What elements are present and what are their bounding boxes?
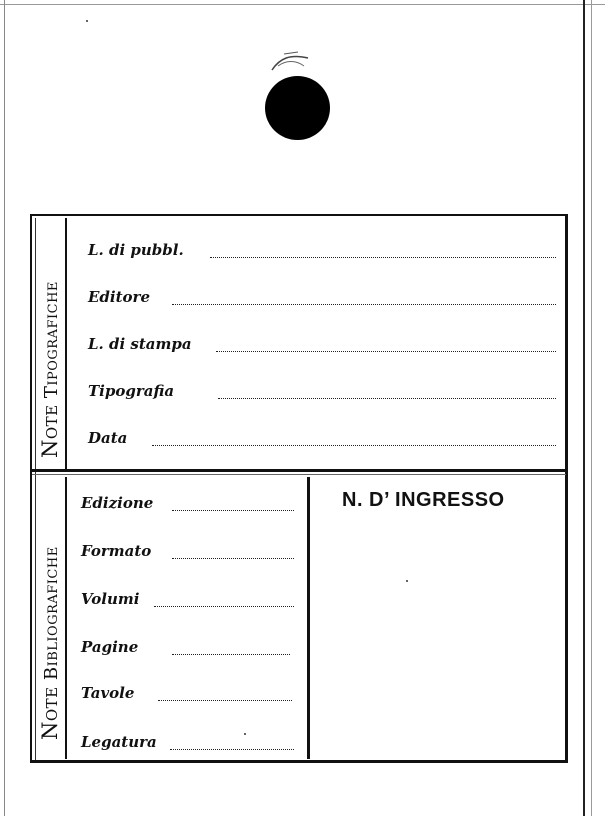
field-label-legatura: Legatura [81, 733, 157, 751]
column-divider [307, 477, 310, 759]
field-label-tipografia: Tipografia [88, 382, 175, 400]
page-right-edge [583, 0, 585, 816]
section-divider [32, 469, 566, 472]
field-line-data[interactable] [152, 445, 556, 446]
field-label-luogo-pubblicazione: L. di pubbl. [88, 241, 184, 259]
paper-speck [406, 580, 408, 582]
paper-speck [244, 733, 246, 735]
field-label-formato: Formato [81, 542, 152, 560]
field-line-pagine[interactable] [172, 654, 290, 655]
punch-hole [265, 76, 330, 140]
bibliographic-label-rule [65, 477, 67, 759]
field-line-luogo-stampa[interactable] [216, 351, 556, 352]
section-title-word-bibliografiche: Bibliografiche [41, 546, 62, 681]
field-label-edizione: Edizione [81, 494, 154, 512]
scratch-mark-icon [268, 48, 314, 74]
section-title-word-tipografiche: Tipografiche [41, 281, 62, 399]
field-label-luogo-stampa: L. di stampa [88, 335, 192, 353]
field-line-formato[interactable] [172, 558, 294, 559]
field-line-editore[interactable] [172, 304, 556, 305]
paper-speck [86, 20, 88, 22]
field-label-tavole: Tavole [81, 684, 135, 702]
page-right-edge-shadow [591, 0, 592, 816]
field-line-legatura[interactable] [170, 749, 294, 750]
field-label-volumi: Volumi [81, 590, 140, 608]
field-line-volumi[interactable] [154, 606, 294, 607]
section-title-word-note [38, 404, 62, 458]
field-line-tavole[interactable] [158, 700, 292, 701]
section-title-word-note-text: Note [38, 404, 62, 458]
card-inner-rule [35, 218, 36, 760]
field-label-pagine: Pagine [81, 638, 139, 656]
ingresso-number-label: N. D’ INGRESSO [342, 489, 505, 511]
page-top-edge [0, 4, 605, 5]
section-title-bibliographic [38, 546, 62, 740]
section-title-word-note-text: Note [38, 686, 62, 740]
page-left-edge [4, 0, 5, 816]
field-line-luogo-pubblicazione[interactable] [210, 257, 556, 258]
field-label-data: Data [88, 429, 128, 447]
section-title-word-note [38, 686, 62, 740]
typographic-label-rule [65, 218, 67, 469]
field-line-edizione[interactable] [172, 510, 294, 511]
field-line-tipografia[interactable] [218, 398, 556, 399]
section-divider-thin [32, 474, 566, 475]
section-title-typographic [38, 281, 62, 458]
field-label-editore: Editore [88, 288, 150, 306]
